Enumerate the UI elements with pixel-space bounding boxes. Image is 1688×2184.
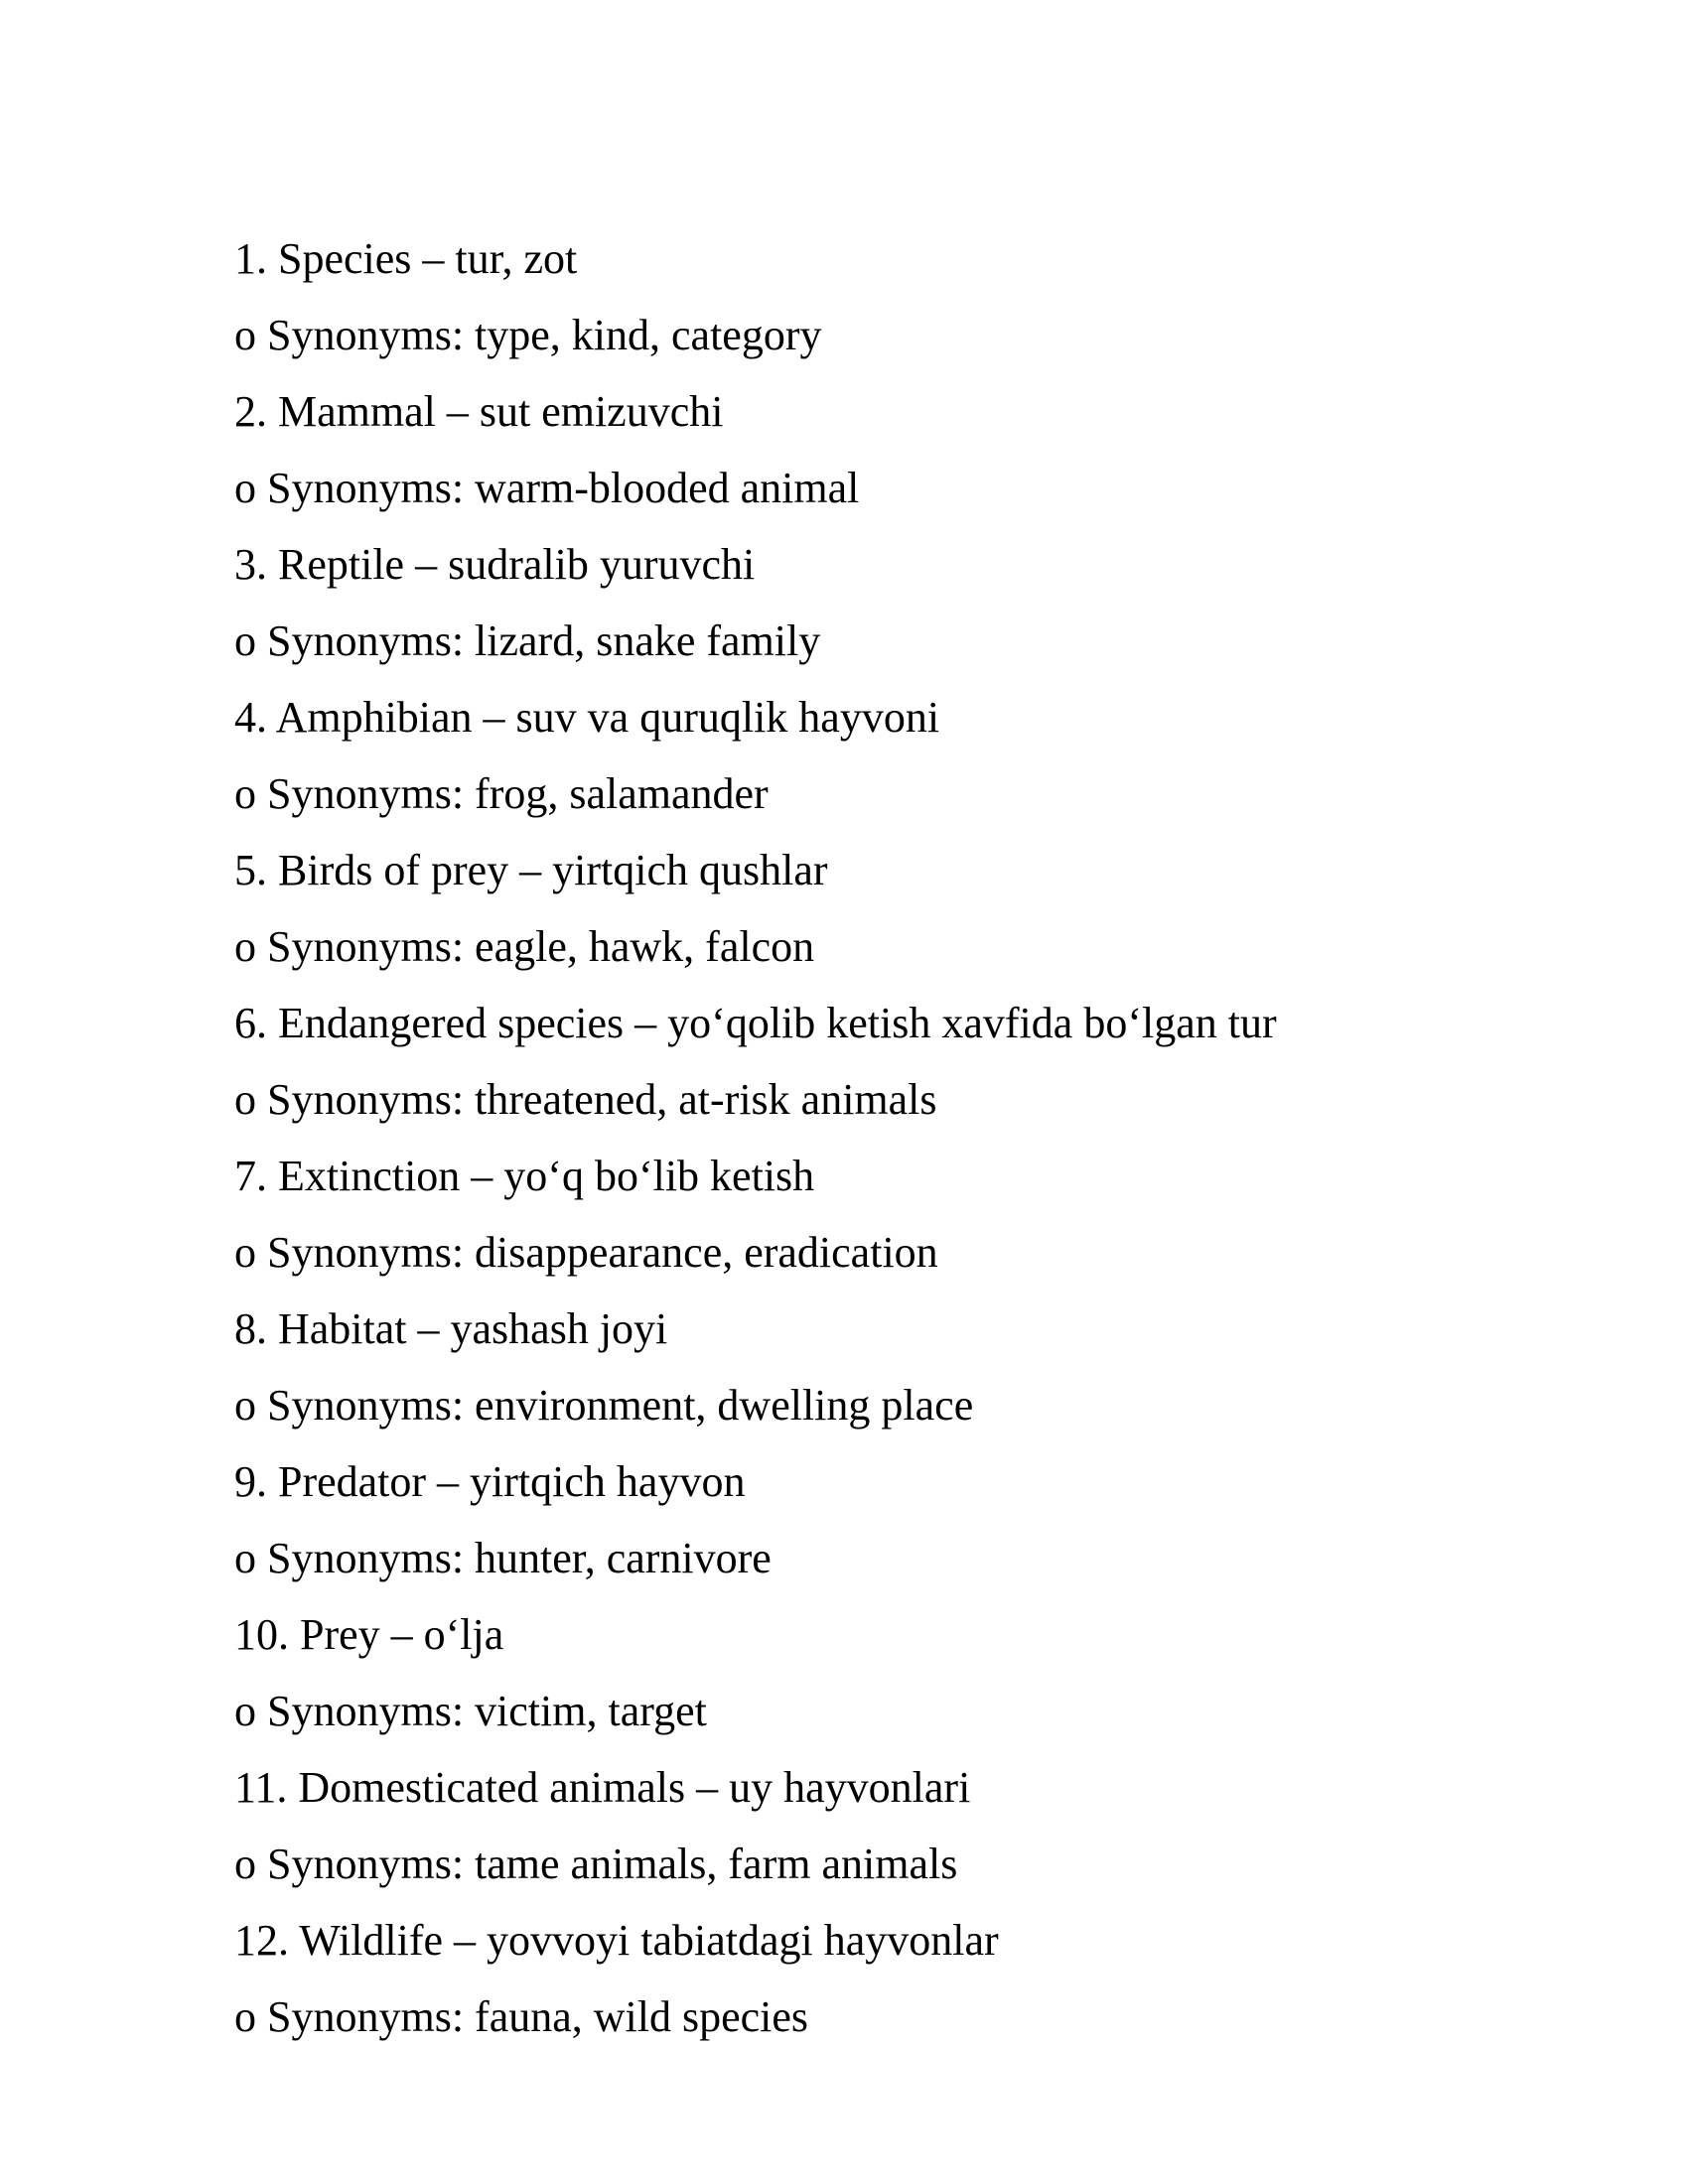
term-line: 7. Extinction – yo‘q bo‘lib ketish	[234, 1152, 815, 1200]
synonyms-line: o Synonyms: tame animals, farm animals	[234, 1840, 958, 1888]
term-line: 6. Endangered species – yo‘qolib ketish xavfida bo‘lgan tur	[234, 999, 1277, 1047]
term-line: 10. Prey – o‘lja	[234, 1610, 504, 1659]
synonyms-line: o Synonyms: disappearance, eradication	[234, 1228, 938, 1277]
synonyms-line: o Synonyms: hunter, carnivore	[234, 1534, 772, 1582]
term-line: 5. Birds of prey – yirtqich qushlar	[234, 846, 828, 894]
synonyms-line: o Synonyms: lizard, snake family	[234, 616, 821, 665]
term-line: 4. Amphibian – suv va quruqlik hayvoni	[234, 693, 940, 742]
term-line: 9. Predator – yirtqich hayvon	[234, 1457, 746, 1506]
synonyms-line: o Synonyms: warm-blooded animal	[234, 464, 860, 512]
term-line: 3. Reptile – sudralib yuruvchi	[234, 540, 756, 589]
term-line: 2. Mammal – sut emizuvchi	[234, 387, 724, 436]
term-line: 1. Species – tur, zot	[234, 234, 578, 283]
vocabulary-list	[234, 220, 1525, 2055]
synonyms-line: o Synonyms: type, kind, category	[234, 311, 822, 359]
synonyms-line: o Synonyms: eagle, hawk, falcon	[234, 922, 815, 971]
term-line: 12. Wildlife – yovvoyi tabiatdagi hayvonlar	[234, 1916, 999, 1965]
synonyms-line: o Synonyms: frog, salamander	[234, 769, 769, 818]
term-line: 11. Domesticated animals – uy hayvonlari	[234, 1763, 971, 1812]
term-line: 8. Habitat – yashash joyi	[234, 1304, 668, 1353]
synonyms-line: o Synonyms: fauna, wild species	[234, 1992, 809, 2041]
synonyms-line: o Synonyms: victim, target	[234, 1687, 707, 1735]
synonyms-line: o Synonyms: environment, dwelling place	[234, 1381, 974, 1430]
synonyms-line: o Synonyms: threatened, at-risk animals	[234, 1075, 937, 1124]
